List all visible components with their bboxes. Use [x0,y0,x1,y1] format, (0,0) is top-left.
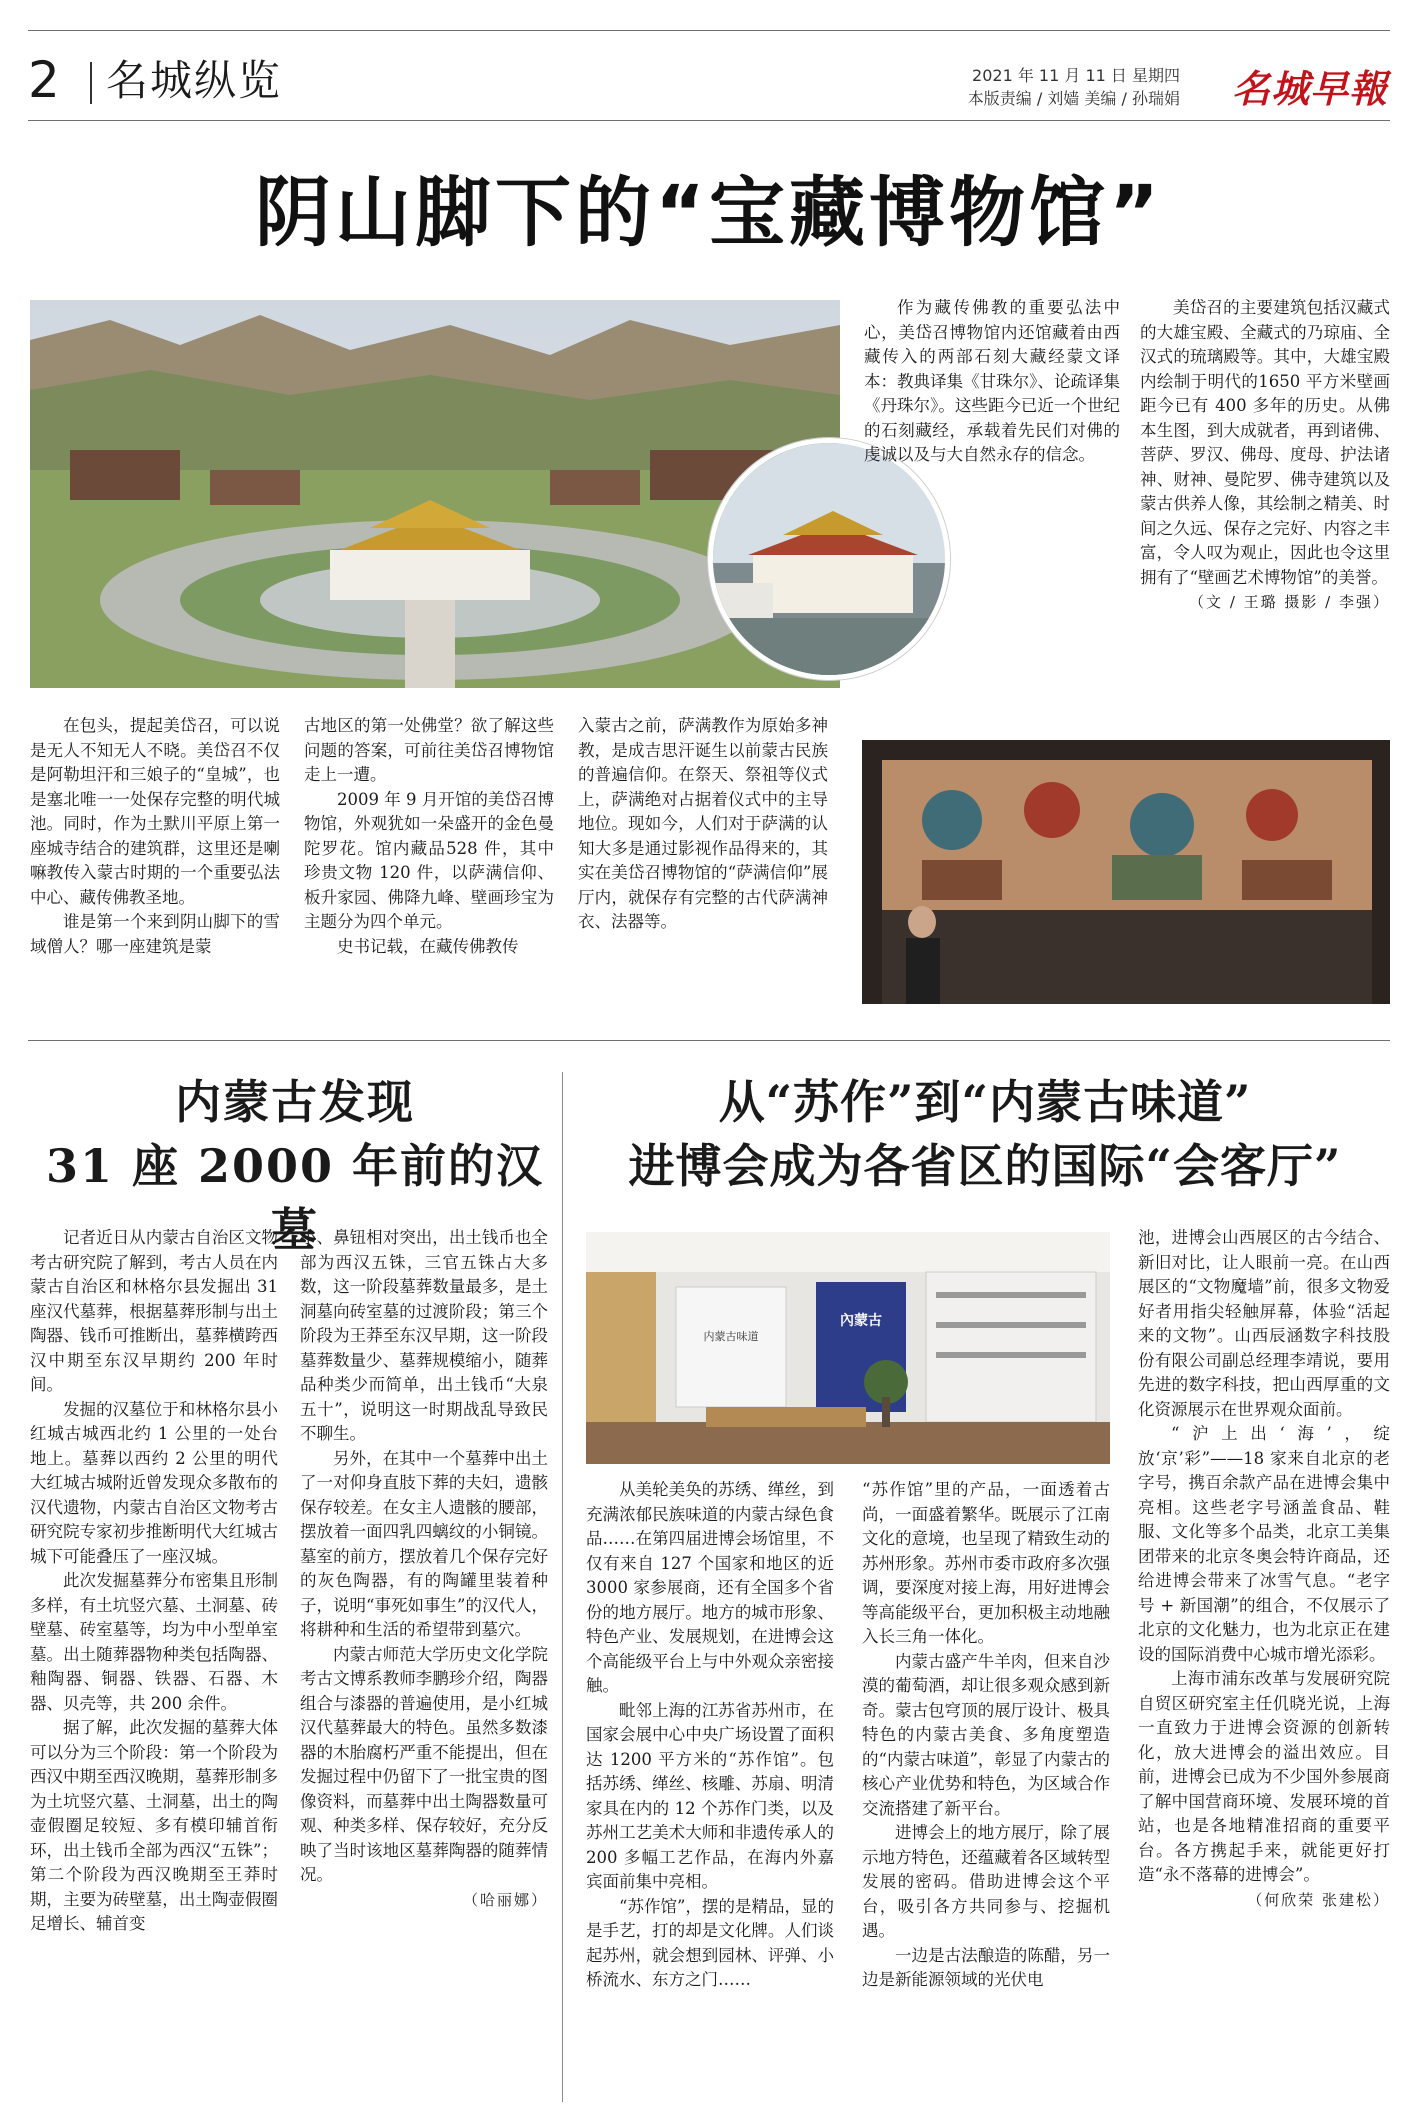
article3-col-2: “苏作馆”里的产品，一面透着古尚，一面盛着繁华。既展示了江南文化的意境，也呈现了精致生动的苏州形象。苏州市委市政府多次强调，要深度对接上海，用好进博会等高能级平台，更加积极主动地融入长三角一体化。 内蒙古盛产牛羊肉，但来自沙漠的葡萄酒，却让很多观众感到新奇。蒙古包穹顶的展厅设计、极具特色的内蒙古美食、多角度塑造的“内蒙古味道”，彰显了内蒙古的核心产业优势和特色，为区域合作交流搭建了新平台。 进博会上的地方展厅，除了展示地方特色，还蕴藏着各区域转型发展的密码。借助进博会这个平台，吸引各方共同参与、挖掘机遇。 一边是古法酿造的陈醋，另一边是新能源领域的光伏电 [862,1480,1110,1989]
editors-line: 本版责编 / 刘嫱 美编 / 孙瑞娟 [967,89,1180,108]
article2-col-2: 小、鼻钮相对突出，出土钱币也全部为西汉五铢，三官五铢占大多数，这一阶段墓葬数量最多，是土洞墓向砖室墓的过渡阶段；第三个阶段为王莽至东汉早期，这一阶段墓葬数量少、墓葬规模缩小，随葬品种类少而简单，出土钱币“大泉五十”，说明这一时期战乱导致民不聊生。 另外，在其中一个墓葬中出土了一对仰身直肢下葬的夫妇，遗骸保存较差。在女主人遗骸的腰部，摆放着一面四乳四螭纹的小铜镜。墓室的前方，摆放着几个保存完好的灰色陶器，有的陶罐里装着种子，说明“事死如事生”的汉代人，将耕种和生活的希望带到墓穴。 内蒙古师范大学历史文化学院考古文博系教师李鹏珍介绍，陶器组合与漆器的普遍使用，是小红城汉代墓葬最大的特色。虽然多数漆器的木胎腐朽严重不能提出，但在发掘过程中仍留下了一批宝贵的图像资料，而墓葬中出土陶器数量可观、种类多样、保存较好，充分反映了当时该地区墓葬陶器的随葬情况。 （哈丽娜） [300,1226,548,1912]
article3-byline: （何欣荣 张建松） [1247,1890,1390,1909]
temple-aerial-photo [30,300,840,688]
header-meta [968,64,1180,110]
expo-sign-flavor: 内蒙古味道 [703,1330,759,1343]
section-rule [28,1040,1390,1041]
article3-col-3: 池，进博会山西展区的古今结合、新旧对比，让人眼前一亮。在山西展区的“文物魔墙”前，很多文物爱好者用指尖轻触屏幕，体验“活起来的文物”。山西辰涵数字科技股份有限公司副总经理李靖说，要用先进的数字科技，把山西厚重的文化资源展示在世界观众面前。 “沪上出‘海’，绽放‘京’彩”——18 家来自北京的老字号，携百余款产品在进博会集中亮相。这些老字号涵盖食品、鞋服、文化等多个品类，北京工美集团带来的北京冬奥会特许商品，还给进博会带来了冰雪气息。“老字号 + 新国潮”的组合，不仅展示了北京的文化魅力，也为北京正在建设的国际消费中心城市增光添彩。 上海市浦东改革与发展研究院自贸区研究室主任仉晓光说，上海一直致力于进博会资源的创新转化，放大进博会的溢出效应。目前，进博会已成为不少国外参展商了解中国营商环境、发展环境的首站，也是各地精准招商的重要平台。各方携起手来，就能更好打造“永不落幕的进博会”。 （何欣荣 张建松） [1138,1226,1390,1912]
article1-bottom-col-3: 入蒙古之前，萨满教作为原始多神教，是成吉思汗诞生以前蒙古民族的普遍信仰。在祭天、祭祖等仪式上，萨满绝对占据着仪式中的主导地位。现如今，人们对于萨满的认知大多是通过影视作品得来的，其实在美岱召博物馆的“萨满信仰”展厅内，就保存有完整的古代萨满神衣、法器等。 [578,716,828,931]
expo-sign-inner-mongolia: 內蒙古 [840,1313,882,1329]
article1-bottom-col-2: 古地区的第一处佛堂？欲了解这些问题的答案，可前往美岱召博物馆走上一遭。 2009 年 9 月开馆的美岱召博物馆，外观犹如一朵盛开的金色曼陀罗花。馆内藏品528 件，其中珍贵文物 120 件，以萨满信仰、板升家园、佛降九峰、壁画珍宝为主题分为四个单元。 史书记载，在藏传佛教传 [304,716,554,956]
page-number: 2 [28,51,60,109]
temple-closeup-circle-photo [708,438,950,680]
article1-headline: 阴山脚下的“宝藏博物馆” [255,168,1163,257]
article2-col-1: 记者近日从内蒙古自治区文物考古研究院了解到，考古人员在内蒙古自治区和林格尔县发掘出 31 座汉代墓葬，根据墓葬形制与出土陶器、钱币可推断出，墓葬横跨西汉中期至东汉早期约 200 年时间。 发掘的汉墓位于和林格尔县小红城古城西北约 1 公里的一处台地上。墓葬以西约 2 公里的明代大红城古城附近曾发现众多散布的汉代遗物，内蒙古自治区文物考古研究院专家初步推断明代大红城古城下可能叠压了一座汉城。 此次发掘墓葬分布密集且形制多样，有土坑竖穴墓、土洞墓、砖壁墓、砖室墓等，均为中小型单室墓。出土随葬器物种类包括陶器、釉陶器、铜器、铁器、石器、木器、贝壳等，共 200 余件。 据了解，此次发掘的墓葬大体可以分为三个阶段：第一个阶段为西汉中期至西汉晚期，墓葬形制多为土坑竖穴墓、土洞墓，出土的陶壶假圈足较短、多有模印辅首衔环，出土钱币全部为西汉“五铢”；第二个阶段为西汉晚期至王莽时期，主要为砖壁墓，出土陶壶假圈足增长、辅首变 [30,1228,278,1933]
article1-byline: （文 / 王璐 摄影 / 李强） [1189,593,1390,611]
article1-right-col-2: 美岱召的主要建筑包括汉藏式的大雄宝殿、全藏式的乃琼庙、全汉式的琉璃殿等。其中，大雄宝殿内绘制于明代的1650 平方米壁画距今已有 400 多年的历史。从佛本生图，到大成就者，再到诸佛、菩萨、罗汉、佛母、度母、护法诸神、财神、曼陀罗、佛寺建筑以及蒙古供养人像，其绘制之精美、时间之久远、保存之完好、内容之丰富，令人叹为观止，因此也令这里拥有了“壁画艺术博物馆”的美誉。 （文 / 王璐 摄影 / 李强） [1140,296,1390,615]
section-divider [90,62,92,104]
mural-visitor-photo [862,740,1390,1004]
date-line: 2021 年 11 月 11 日 星期四 [972,66,1180,85]
article3-col-1: 从美轮美奂的苏绣、缂丝，到充满浓郁民族味道的内蒙古绿色食品……在第四届进博会场馆里，不仅有来自 127 个国家和地区的近 3000 家参展商，还有全国多个省份的地方展厅。地方的城市形象、特色产业、发展规划，在进博会这个高能级平台上与中外观众亲密接触。 毗邻上海的江苏省苏州市，在国家会展中心中央广场设置了面积达 1200 平方米的“苏作馆”。包括苏绣、缂丝、核雕、苏扇、明清家具在内的 12 个苏作门类，以及苏州工艺美术大师和非遗传承人的 200 多幅工艺作品，在海内外嘉宾面前集中亮相。 “苏作馆”，摆的是精品，显的是手艺，打的却是文化牌。人们谈起苏州，就会想到园林、评弹、小桥流水、东方之门…… [586,1480,834,1989]
header-rule [28,120,1390,121]
article2-headline: 内蒙古发现 31 座 2000 年前的汉墓 [45,1075,545,1257]
newspaper-masthead: 名城早報 [1231,66,1388,111]
article2-byline: （哈丽娜） [462,1890,548,1909]
column-divider [562,1072,563,2102]
article3-headline: 从“苏作”到“内蒙古味道” 进博会成为各省区的国际“会客厅” [628,1075,1342,1193]
top-rule [28,30,1390,31]
expo-hall-photo [586,1232,1110,1464]
article1-right-col-1: 作为藏传佛教的重要弘法中心，美岱召博物馆内还馆藏着由西藏传入的两部石刻大藏经蒙文译本：教典译集《甘珠尔》、论疏译集《丹珠尔》。这些距今已近一个世纪的石刻藏经，承载着先民们对佛的虔诚以及与大自然永存的信念。 [864,298,1120,464]
article1-bottom-col-1: 在包头，提起美岱召，可以说是无人不知无人不晓。美岱召不仅是阿勒坦汗和三娘子的“皇城”，也是塞北唯一一处保存完整的明代城池。同时，作为土默川平原上第一座城寺结合的建筑群，这里还是喇嘛教传入蒙古时期的一个重要弘法中心、藏传佛教圣地。 谁是第一个来到阴山脚下的雪域僧人？哪一座建筑是蒙 [30,716,280,956]
section-title: 名城纵览 [106,56,283,105]
